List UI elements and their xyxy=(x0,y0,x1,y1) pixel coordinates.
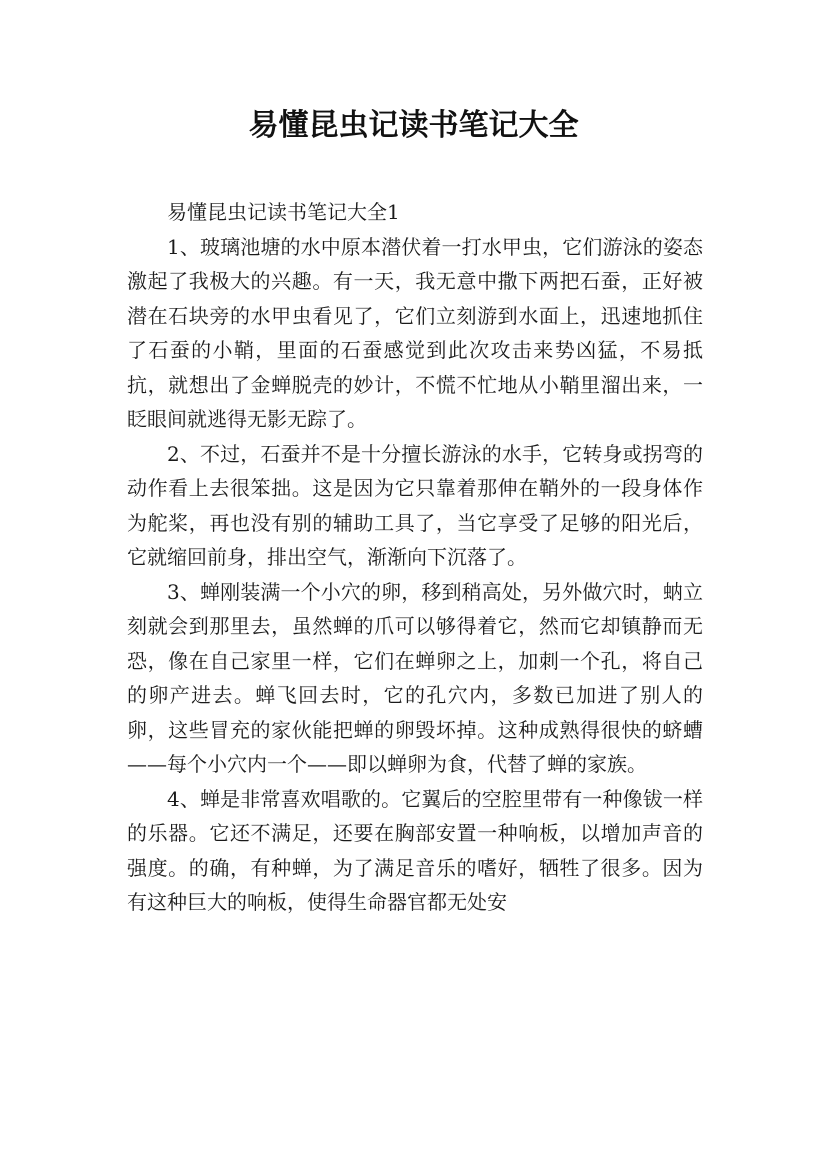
section-heading: 易懂昆虫记读书笔记大全1 xyxy=(167,200,400,224)
document-title: 易懂昆虫记读书笔记大全 xyxy=(248,108,579,143)
paragraph-1: 1、玻璃池塘的水中原本潜伏着一打水甲虫，它们游泳的姿态激起了我极大的兴趣。有一天，我无意中撒下两把石蚕，正好被潜在石块旁的水甲虫看见了，它们立刻游到水面上，迅速地抓住了石蚕的小鞘，里面的石蚕感觉到此次攻击来势凶猛，不易抵抗，就想出了金蝉脱壳的妙计，不慌不忙地从小鞘里溜出来，一眨眼间就逃得无影无踪了。 xyxy=(127,234,703,431)
paragraph-3: 3、蝉刚装满一个小穴的卵，移到稍高处，另外做穴时，蚋立刻就会到那里去，虽然蝉的爪可以够得着它，然而它却镇静而无恐，像在自己家里一样，它们在蝉卵之上，加刺一个孔，将自己的卵产进去。蝉飞回去时，它的孔穴内，多数已加进了别人的卵，这些冒充的家伙能把蝉的卵毁坏掉。这种成熟得很快的蛴螬——每个小穴内一个——即以蝉卵为食，代替了蝉的家族。 xyxy=(127,579,703,776)
document-body xyxy=(127,195,703,920)
paragraph-2: 2、不过，石蚕并不是十分擅长游泳的水手，它转身或拐弯的动作看上去很笨拙。这是因为它只靠着那伸在鞘外的一段身体作为舵桨，再也没有别的辅助工具了，当它享受了足够的阳光后，它就缩回前身，排出空气，渐渐向下沉落了。 xyxy=(127,441,703,569)
paragraph-4: 4、蝉是非常喜欢唱歌的。它翼后的空腔里带有一种像钹一样的乐器。它还不满足，还要在胸部安置一种响板，以增加声音的强度。的确，有种蝉，为了满足音乐的嗜好，牺牲了很多。因为有这种巨大的响板，使得生命器官都无处安 xyxy=(127,786,703,914)
